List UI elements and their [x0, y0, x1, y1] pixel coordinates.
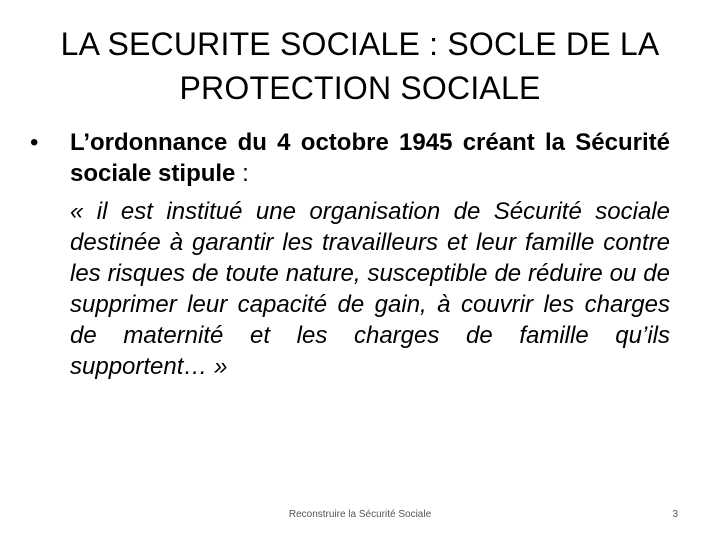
bullet-lead-rest: : — [235, 160, 249, 187]
bullet-marker: • — [30, 129, 39, 156]
ordinance-quote: « il est institué une organisation de Sécurité sociale destinée à garantir les travailleurs et leur famille contre les risques de toute nature, susceptible de réduire ou de supprimer leur capacité de gain, à couvrir les charges de maternité et les charges de famille qu’ils supportent… » — [70, 198, 670, 380]
slide-title-line-1: LA SECURITE SOCIALE : SOCLE DE LA — [60, 26, 660, 62]
slide-title — [40, 22, 680, 110]
bullet-text — [70, 127, 670, 189]
bullet-lead-bold: L’ordonnance du 4 octobre 1945 créant la Sécurité sociale stipule — [70, 129, 670, 187]
slide-body — [30, 127, 670, 382]
page-number: 3 — [672, 509, 678, 520]
bullet-item — [30, 127, 670, 189]
footer-title: Reconstruire la Sécurité Sociale — [288, 509, 432, 520]
slide-title-line-2: PROTECTION SOCIALE — [179, 70, 541, 106]
